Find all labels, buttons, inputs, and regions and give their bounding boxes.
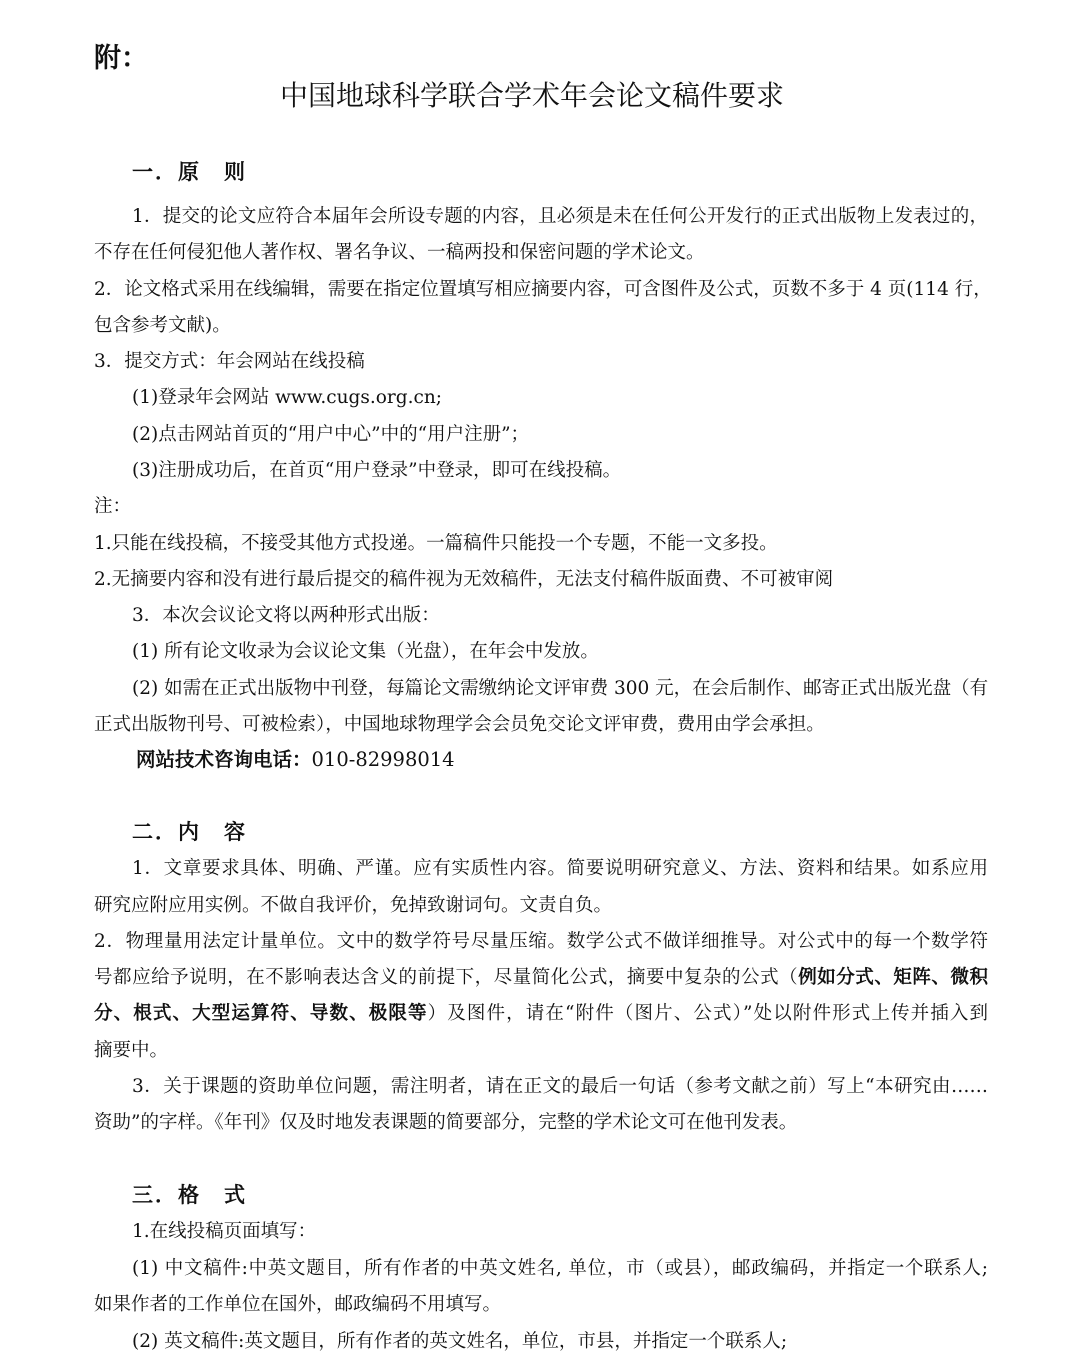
section2-p2-line2-bold: 例如分式、矩阵、微积: [798, 967, 988, 988]
section2-p2-line3-text: ）及图件，请在“附件（图片、公式）”处以附件形式上传并插入到: [427, 1003, 988, 1024]
note-item3-sub2-line2: 正式出版物刊号、可被检索），中国地球物理学会会员免交论文评审费，费用由学会承担。: [94, 714, 825, 735]
attachment-label: 附：: [94, 43, 148, 74]
section3-p1-item2: (2) 英文稿件:英文题目，所有作者的英文姓名，单位，市县，并指定一个联系人;: [132, 1331, 788, 1352]
section2-p2-line3-bold: 分、根式、大型运算符、导数、极限等: [94, 1003, 428, 1024]
note-item3: 3．本次会议论文将以两种形式出版：: [132, 605, 440, 626]
tech-support-phone: [136, 746, 455, 774]
section2-p3-line2: 资助”的字样。《年刊》仅及时地发表课题的简要部分，完整的学术论文可在他刊发表。: [94, 1112, 798, 1133]
document-title: 中国地球科学联合学术年会论文稿件要求: [280, 79, 785, 112]
section2-p1-line2: 研究应附应用实例。不做自我评价，免掉致谢词句。文责自负。: [94, 895, 613, 916]
section3-p1: 1.在线投稿页面填写：: [132, 1221, 317, 1242]
section2-p2-line2: [94, 965, 988, 991]
section1-p1-line2: 不存在任何侵犯他人著作权、署名争议、一稿两投和保密问题的学术论文。: [94, 242, 705, 263]
note-item3-sub2-line1: (2) 如需在正式出版物中刊登，每篇论文需缴纳论文评审费 300 元，在会后制作、邮寄正式出版光盘（有: [132, 678, 989, 699]
section3-p1-item1-line2: 如果作者的工作单位在国外，邮政编码不用填写。: [94, 1294, 502, 1315]
section3-heading: 三．格 式: [132, 1183, 247, 1207]
note-item2: 2.无摘要内容和没有进行最后提交的稿件视为无效稿件，无法支付稿件版面费、不可被审阅: [94, 569, 834, 590]
section1-p3: 3．提交方式：年会网站在线投稿: [94, 351, 365, 372]
section1-p3-item1: (1)登录年会网站 www.cugs.org.cn;: [132, 387, 442, 408]
section1-heading: 一．原 则: [132, 160, 247, 184]
section1-p2-line1: 2．论文格式采用在线编辑，需要在指定位置填写相应摘要内容，可含图件及公式，页数不多于 4 页(114 行，: [94, 279, 992, 300]
section1-p3-item2: (2)点击网站首页的“用户中心”中的“用户注册”；: [132, 424, 530, 445]
note-item3-sub1: (1) 所有论文收录为会议论文集（光盘），在年会中发放。: [132, 641, 599, 662]
section2-p1-line1: 1．文章要求具体、明确、严谨。应有实质性内容。简要说明研究意义、方法、资料和结果。如系应用: [132, 858, 988, 879]
section2-p2-line1: 2．物理量用法定计量单位。文中的数学符号尽量压缩。数学公式不做详细推导。对公式中的每一个数学符: [94, 931, 988, 952]
section2-p2-line3: [94, 1001, 988, 1027]
phone-number: 010-82998014: [311, 748, 455, 771]
section2-p3-line1: 3．关于课题的资助单位问题，需注明者，请在正文的最后一句话（参考文献之前）写上“本研究由……: [132, 1076, 988, 1097]
note-label: 注：: [94, 496, 132, 517]
section1-p3-item3: (3)注册成功后，在首页“用户登录”中登录，即可在线投稿。: [132, 460, 622, 481]
note-item1: 1.只能在线投稿，不接受其他方式投递。一篇稿件只能投一个专题，不能一文多投。: [94, 533, 778, 554]
section3-p1-item1-line1: (1) 中文稿件:中英文题目，所有作者的中英文姓名, 单位，市（或县），邮政编码，并指定一个联系人;: [132, 1258, 988, 1279]
section1-p2-line2: 包含参考文献)。: [94, 315, 231, 336]
section2-heading: 二．内 容: [132, 820, 247, 844]
section2-p2-line4: 摘要中。: [94, 1040, 169, 1061]
phone-label: 网站技术咨询电话：: [136, 748, 312, 771]
section1-p1-line1: 1．提交的论文应符合本届年会所设专题的内容，且必须是未在任何公开发行的正式出版物上发表过的，: [132, 206, 988, 227]
section2-p2-line2-text: 号都应给予说明，在不影响表达含义的前提下，尽量简化公式，摘要中复杂的公式（: [94, 967, 799, 988]
